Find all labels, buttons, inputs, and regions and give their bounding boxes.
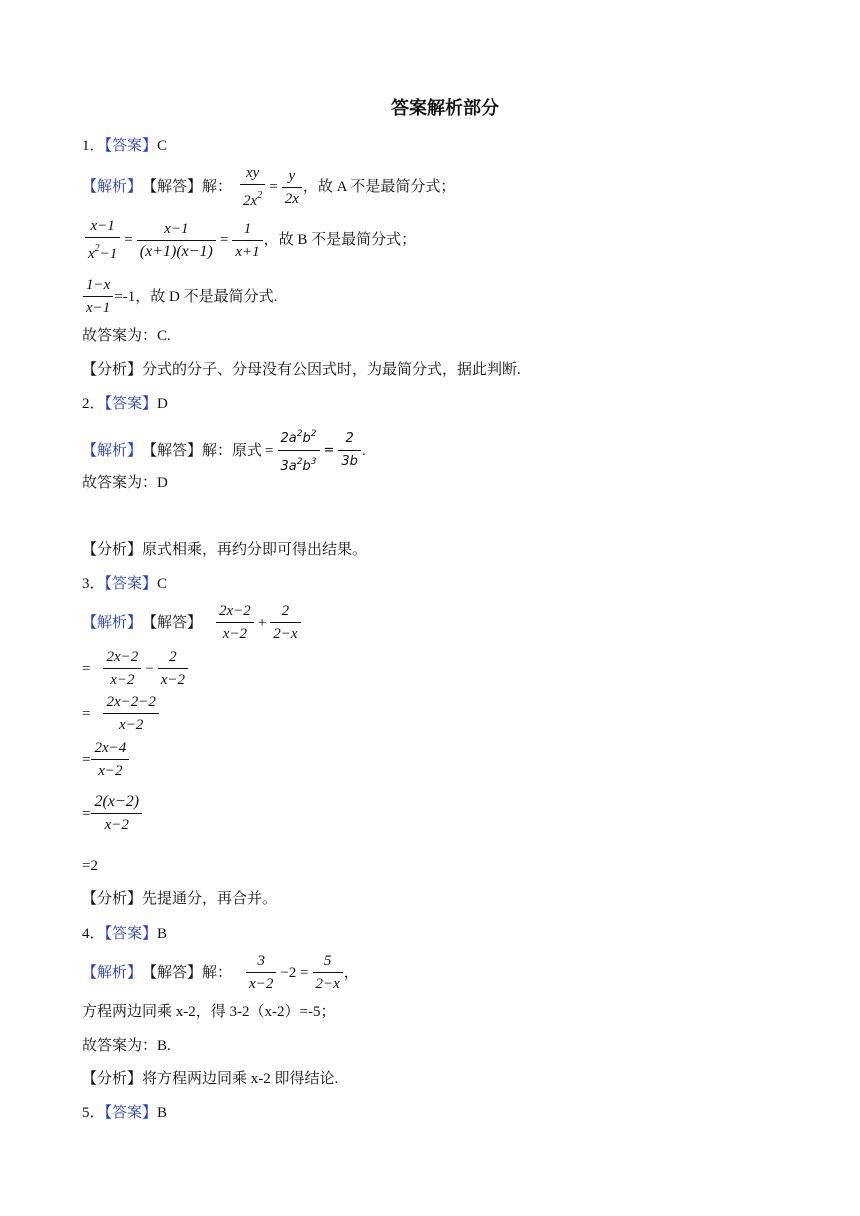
- q3-s2a-numerator: 2x−2: [103, 647, 141, 669]
- solution-label: 【解答】: [142, 179, 203, 195]
- fenxi-label: 【分析】: [82, 362, 143, 378]
- q3-step-1: 【解析】 【解答】 $\frac{2x-2}{x-2}$ + $\frac{2}{2-x}$: [82, 601, 302, 644]
- q2-conclusion: 故答案为：D: [82, 475, 168, 491]
- q1-answer: C: [157, 138, 168, 154]
- q2-fenxi-text: 原式相乘，再约分即可得出结果。: [142, 542, 368, 558]
- q3-s1a-denominator: x−2: [222, 626, 248, 642]
- q1-f6-numerator: 1−x: [83, 275, 113, 297]
- q3-s3-numerator: 2x−2−2: [103, 692, 158, 714]
- q1-f3-den-exponent: 2: [94, 243, 100, 254]
- q3-s2-fraction-a: [103, 647, 141, 690]
- q1-f6-denominator: x−1: [86, 300, 111, 316]
- q2-f1-num-a: 2a: [280, 431, 297, 446]
- q4-number: 4．: [82, 926, 105, 942]
- q1-f1-exponent: 2: [257, 190, 263, 201]
- q4-solution-line: [82, 951, 359, 994]
- q2-fraction-2: [338, 429, 361, 472]
- q3-result: =2: [82, 858, 98, 874]
- q4-fraction-1: [246, 951, 276, 994]
- q3-s1b-numerator: 2: [270, 601, 300, 623]
- q3-s2a-denominator: x−2: [110, 672, 135, 688]
- solution-label: 【解答】: [142, 442, 203, 459]
- q3-s4-numerator: 2x−4: [91, 738, 129, 760]
- q1-f5-denominator: x+1: [235, 243, 260, 260]
- q3-s1b-denominator: 2−x: [273, 626, 298, 642]
- q1-line1-tail: ，故 A 不是最简分式；: [302, 179, 456, 195]
- q4-fraction-2: [313, 951, 343, 994]
- q3-number: 3．: [82, 576, 105, 592]
- q1-f2-numerator: y: [282, 166, 302, 188]
- q3-answer-line: [82, 574, 167, 594]
- q2-f2-denominator: 3b: [341, 454, 358, 469]
- q3-s3-fraction: [103, 692, 158, 735]
- q2-f1-den-exp1: 2: [296, 457, 303, 467]
- q1-solution-line3: [82, 275, 277, 318]
- answer-label: 【答案】: [104, 1105, 158, 1121]
- q1-f3-den-rest: −1: [99, 246, 118, 262]
- q4-f1-denominator: x−2: [249, 976, 274, 992]
- q4-analysis-line: [82, 1069, 338, 1089]
- q3-s2-fraction-b: [158, 647, 188, 690]
- q4-line2: 方程两边同乘 x-2，得 3-2（x-2）=-5；: [82, 1004, 336, 1020]
- solution-label: 【解答】: [142, 964, 203, 981]
- q2-tail: .: [361, 442, 366, 459]
- q1-line3-tail: =-1，故 D 不是最简分式.: [114, 288, 278, 305]
- q4-f2-denominator: 2−x: [315, 976, 340, 992]
- q1-answer-line: [82, 136, 167, 156]
- q1-f3-numerator: x−1: [85, 216, 120, 238]
- q2-f1-den-exp2: 3: [310, 457, 317, 467]
- q2-solution-line: 【解析】 【解答】 解：原式 = $\frac{2a^2b^2}{3a^2b^3}$ = $\frac{2}{3b}$ .: [82, 424, 366, 477]
- q3-s1a-numerator: 2x−2: [216, 601, 254, 623]
- q3-fenxi-text: 先提通分，再合并。: [142, 891, 278, 907]
- q4-tail: ，: [343, 964, 359, 981]
- q1-fraction-6: [83, 275, 113, 318]
- q1-fraction-2: [282, 166, 302, 209]
- q2-analysis-line: [82, 540, 367, 560]
- q3-s4-denominator: x−2: [98, 763, 123, 779]
- q2-f1-num-exp2: 2: [310, 429, 317, 439]
- q1-fraction-4: [137, 219, 216, 262]
- q3-s4-fraction: [91, 738, 129, 781]
- analysis-label: 【解析】: [82, 179, 143, 195]
- q3-analysis-line: [82, 889, 277, 909]
- q1-fraction-3: [85, 216, 120, 264]
- answer-label: 【答案】: [104, 576, 158, 592]
- q1-line2-tail: ，故 B 不是最简分式；: [263, 232, 417, 248]
- q5-answer-line: [82, 1103, 167, 1123]
- q2-number: 2．: [82, 396, 105, 412]
- q1-f1-numerator: xy: [240, 163, 265, 185]
- q1-fraction-5: [232, 219, 262, 262]
- q1-f5-numerator: 1: [232, 219, 262, 241]
- fenxi-label: 【分析】: [82, 891, 143, 907]
- q4-jie: 解：: [202, 964, 233, 981]
- q4-f1-numerator: 3: [246, 951, 276, 973]
- q3-step-5: = $\frac{2(x-2)}{x-2}$: [82, 792, 143, 835]
- solution-label: 【解答】: [142, 614, 203, 631]
- q3-s5-denominator: x−2: [104, 817, 129, 833]
- q4-f2-numerator: 5: [313, 951, 343, 973]
- q2-f1-num-b: b: [302, 431, 311, 446]
- q4-fenxi-text: 将方程两边同乘 x-2 即得结论.: [142, 1071, 339, 1087]
- q3-step-2: = $\frac{2x-2}{x-2}$ − $\frac{2}{x-2}$: [82, 647, 189, 690]
- answer-label: 【答案】: [104, 138, 158, 154]
- q5-answer: B: [157, 1105, 168, 1121]
- q4-conclusion: 故答案为：B.: [82, 1038, 171, 1054]
- q1-fraction-1: [240, 163, 265, 211]
- q4-middle: −2 =: [280, 964, 309, 981]
- answer-label: 【答案】: [104, 926, 158, 942]
- q1-conclusion: 故答案为：C.: [82, 328, 171, 344]
- fenxi-label: 【分析】: [82, 1071, 143, 1087]
- q3-answer: C: [157, 576, 168, 592]
- q2-answer-line: [82, 394, 168, 414]
- q3-s5-fraction: [91, 792, 142, 835]
- q1-f4-numerator: x−1: [137, 219, 216, 241]
- q2-f1-den-a: 3a: [280, 459, 297, 474]
- q1-fenxi-text: 分式的分子、分母没有公因式时，为最简分式，据此判断.: [142, 362, 521, 378]
- q2-f1-num-exp1: 2: [296, 429, 303, 439]
- q3-s2b-numerator: 2: [158, 647, 188, 669]
- q4-answer-line: [82, 924, 167, 944]
- q1-solution-line1: 【解析】 【解答】 解： $\frac{xy}{2x^2}$ = $\frac{y}{2x}$ ，故 A 不是最简分式；: [82, 165, 456, 209]
- q3-s1-fraction-a: [216, 601, 254, 644]
- q1-f2-denominator: 2x: [284, 190, 299, 207]
- q1-solution-line2: $\frac{x-1}{x^2-1}$ = $\frac{x-1}{(x+1)(x-1)}$ = $\frac{1}{x+1}$ ，故 B 不是最简分式；: [84, 216, 416, 264]
- q1-f3-den-base: x: [88, 246, 95, 262]
- q3-step-3: = $\frac{2x-2-2}{x-2}$: [82, 692, 160, 735]
- q2-answer: D: [157, 396, 168, 412]
- q3-step-4: = $\frac{2x-4}{x-2}$: [82, 738, 130, 781]
- q5-number: 5．: [82, 1105, 105, 1121]
- analysis-label: 【解析】: [82, 614, 143, 631]
- q1-jie: 解：: [202, 179, 233, 195]
- answer-label: 【答案】: [104, 396, 158, 412]
- q3-s5-numerator: 2(x−2): [91, 792, 142, 814]
- q4-answer: B: [157, 926, 168, 942]
- q1-f4-denominator: (x+1)(x−1): [139, 242, 213, 260]
- q1-number: 1．: [82, 138, 105, 154]
- page-title: 答案解析部分: [391, 98, 499, 119]
- q2-f1-den-b: b: [302, 459, 311, 474]
- q3-s3-denominator: x−2: [119, 717, 144, 733]
- q2-f2-numerator: 2: [338, 429, 361, 451]
- q3-s2b-denominator: x−2: [160, 672, 185, 688]
- analysis-label: 【解析】: [82, 442, 143, 459]
- fenxi-label: 【分析】: [82, 542, 143, 558]
- q2-fraction-1: [278, 424, 320, 477]
- analysis-label: 【解析】: [82, 964, 143, 981]
- q1-f1-denominator: 2x: [243, 193, 258, 209]
- q1-analysis-line: [82, 360, 521, 380]
- q3-s1-fraction-b: [270, 601, 300, 644]
- q2-lead: 解：原式: [202, 442, 263, 459]
